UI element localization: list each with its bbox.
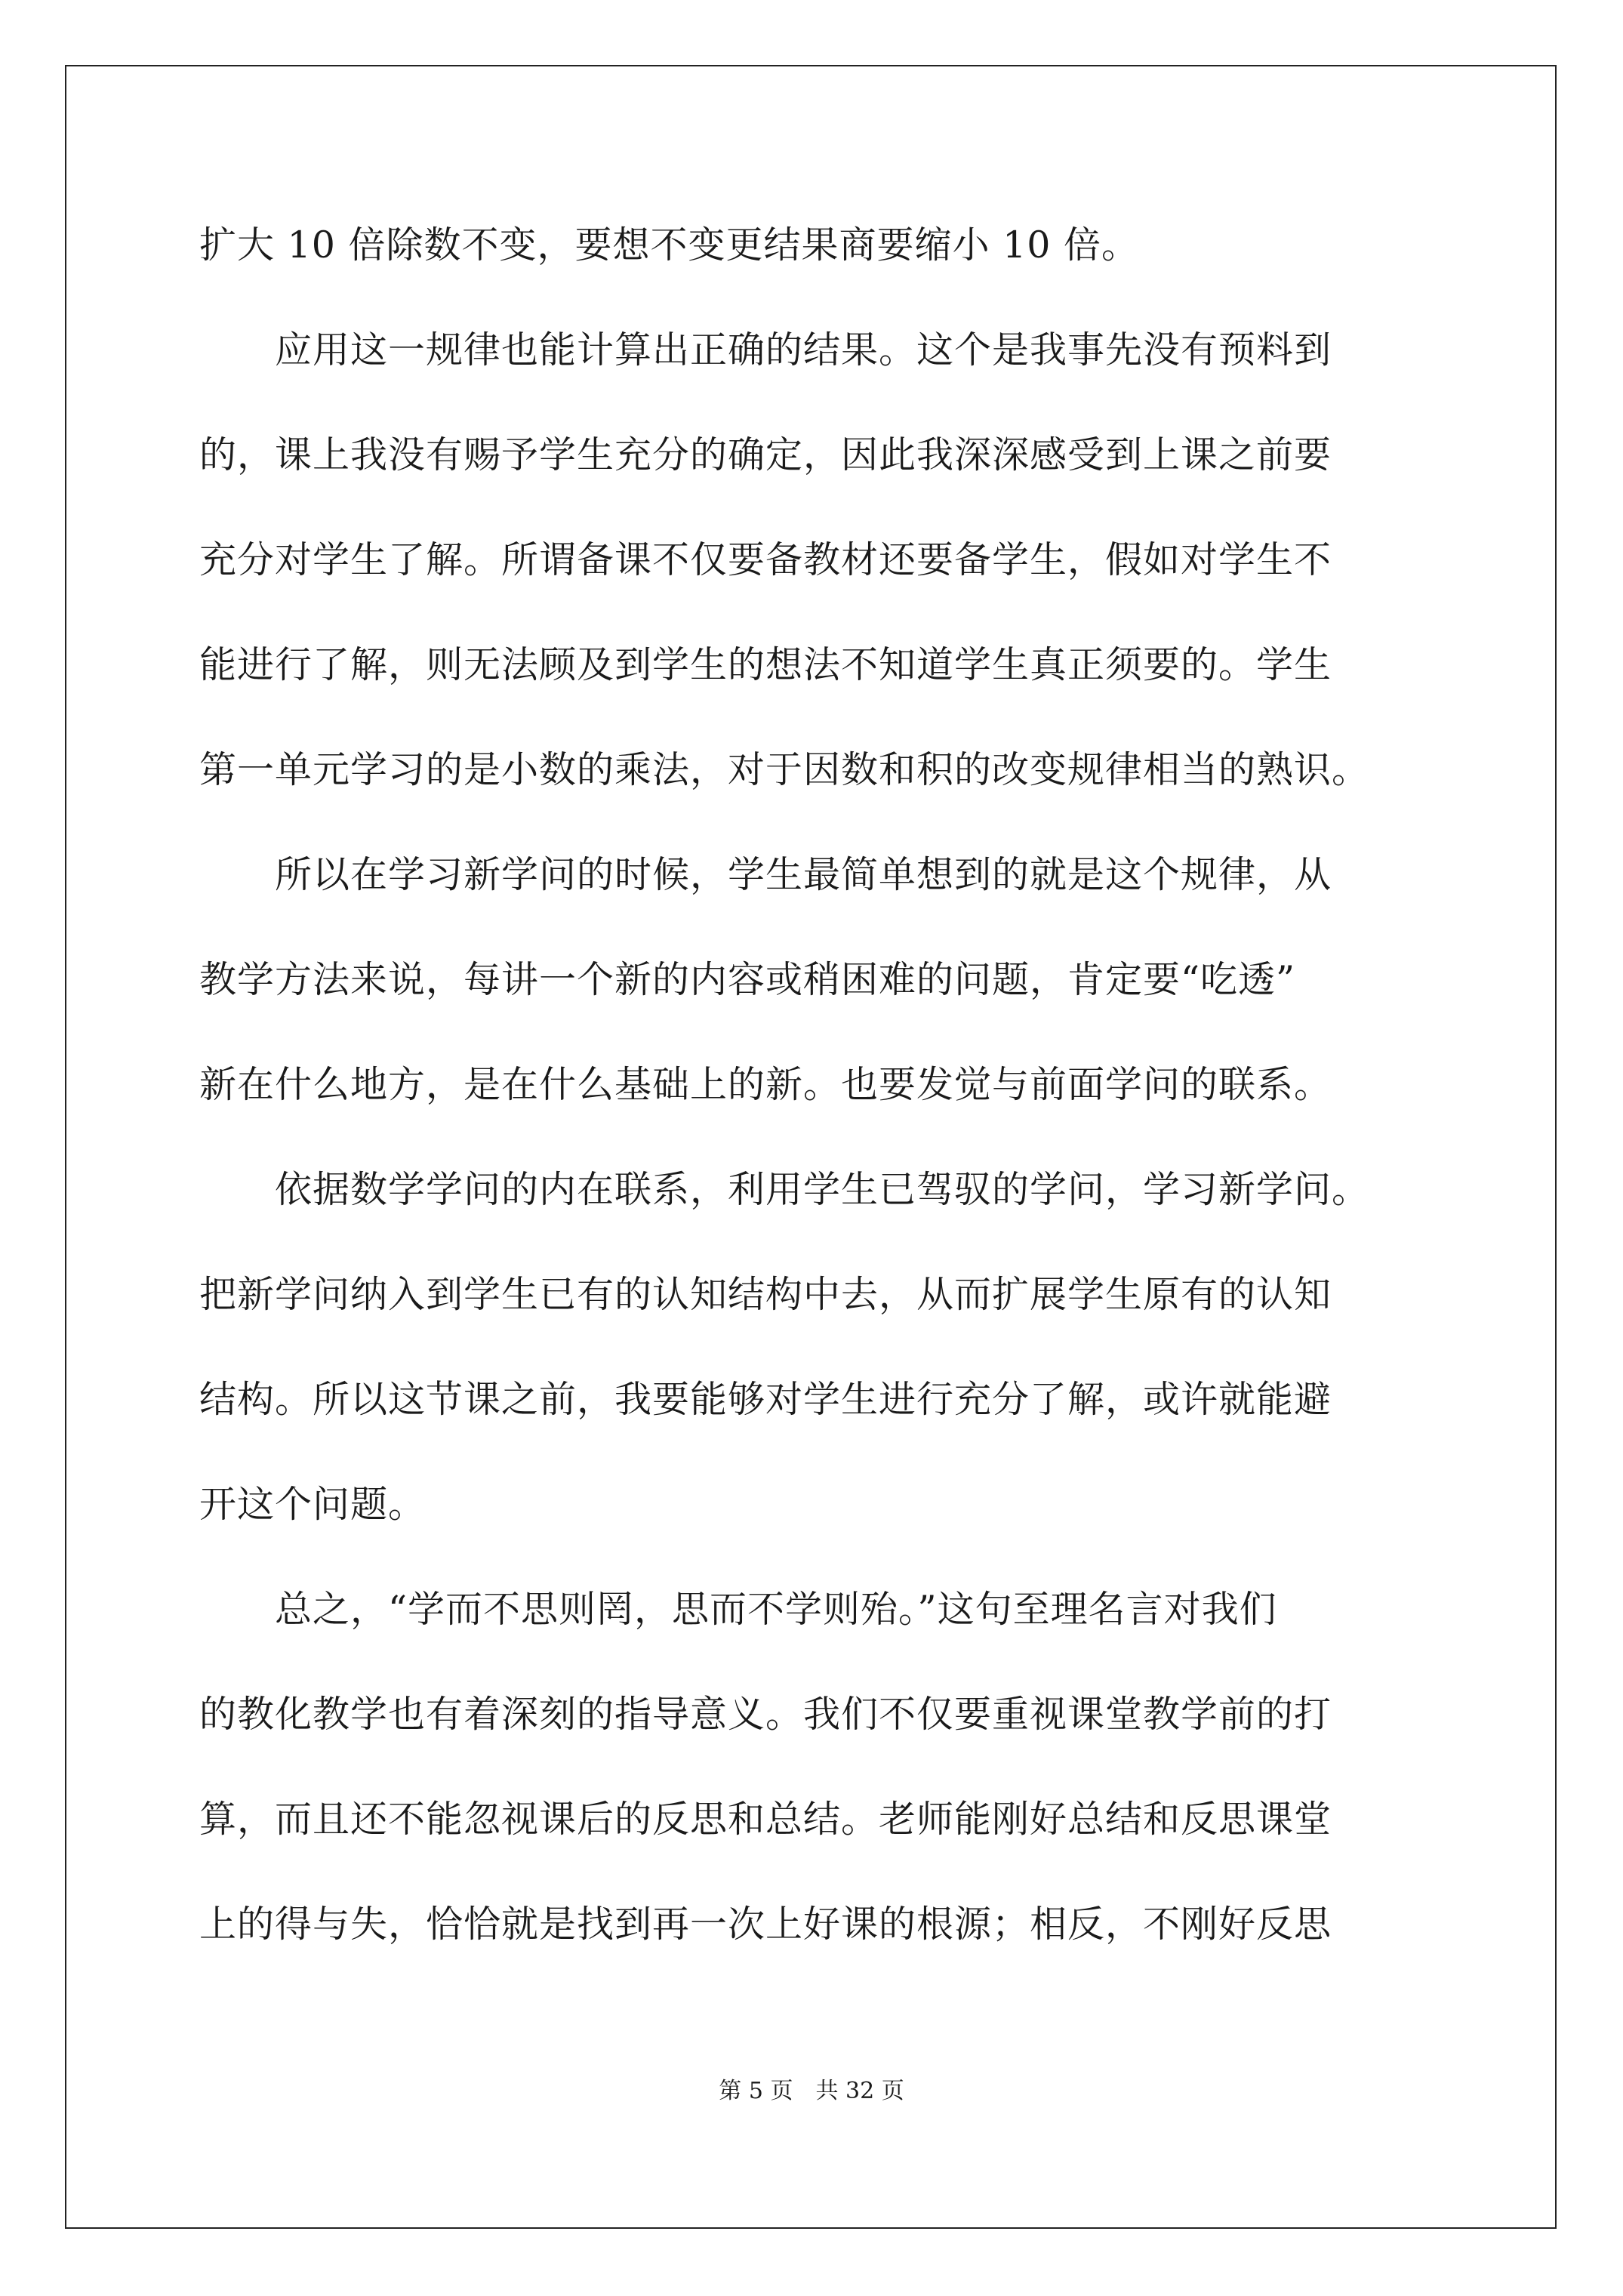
text-line: 总之，“学而不思则罔，思而不学则殆。”这句至理名言对我们 [199, 1588, 1277, 1631]
text-line: 把新学问纳入到学生已有的认知结构中去，从而扩展学生原有的认知 [199, 1273, 1332, 1316]
text-line: 开这个问题。 [199, 1483, 427, 1526]
text-line: 依据数学学问的内在联系，利用学生已驾驭的学问，学习新学问。 [199, 1168, 1370, 1211]
text-line: 结构。所以这节课之前，我要能够对学生进行充分了解，或许就能避 [199, 1378, 1332, 1421]
text-line: 上的得与失，恰恰就是找到再一次上好课的根源；相反，不刚好反思 [199, 1903, 1332, 1946]
text-line: 应用这一规律也能计算出正确的结果。这个是我事先没有预料到 [199, 328, 1332, 371]
page-number-footer: 第 5 页 共 32 页 [719, 2078, 904, 2104]
text-line: 充分对学生了解。所谓备课不仅要备教材还要备学生，假如对学生不 [199, 538, 1332, 581]
text-line: 教学方法来说，每讲一个新的内容或稍困难的问题，肯定要“吃透” [199, 958, 1296, 1001]
text-line: 能进行了解，则无法顾及到学生的想法不知道学生真正须要的。学生 [199, 643, 1332, 686]
text-line: 的教化教学也有着深刻的指导意义。我们不仅要重视课堂教学前的打 [199, 1693, 1332, 1736]
text-line: 所以在学习新学问的时候，学生最简单想到的就是这个规律，从 [199, 853, 1332, 896]
text-line: 新在什么地方，是在什么基础上的新。也要发觉与前面学问的联系。 [199, 1063, 1332, 1106]
text-line: 算，而且还不能忽视课后的反思和总结。老师能刚好总结和反思课堂 [199, 1798, 1332, 1841]
text-line: 扩大 10 倍除数不变，要想不变更结果商要缩小 10 倍。 [199, 223, 1140, 267]
text-line: 第一单元学习的是小数的乘法，对于因数和积的改变规律相当的熟识。 [199, 748, 1370, 791]
text-line: 的，课上我没有赐予学生充分的确定，因此我深深感受到上课之前要 [199, 433, 1332, 476]
